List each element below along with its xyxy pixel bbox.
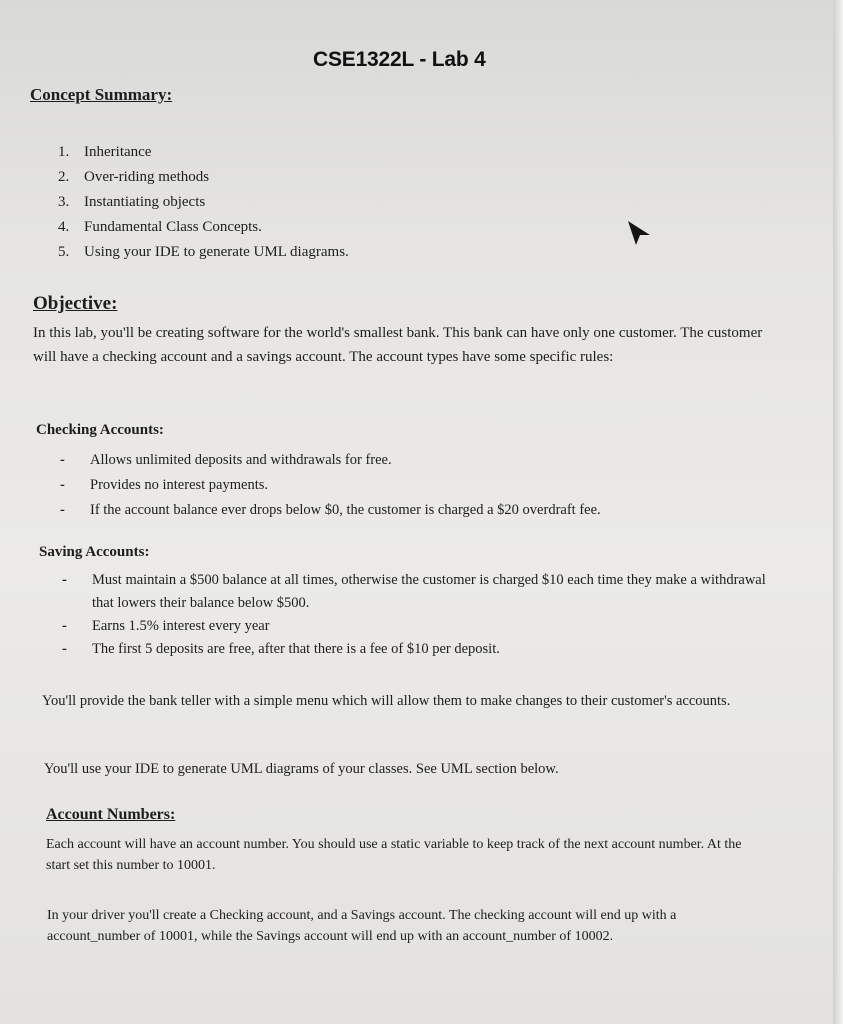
concept-list [58, 140, 349, 265]
checking-heading: Checking Accounts: [36, 422, 164, 438]
account-numbers-heading: Account Numbers: [46, 806, 176, 823]
page-title: CSE1322L - Lab 4 [313, 48, 486, 71]
saving-heading: Saving Accounts: [39, 544, 150, 560]
concept-summary-heading: Concept Summary: [30, 85, 173, 104]
account-numbers-paragraph-1: Each account will have an account number. You should use a static variable to keep track of the next account number. At the start set this number to 10001. [46, 837, 742, 873]
objective-heading: Objective: [33, 293, 118, 314]
list-item: 1. Inheritance [58, 144, 152, 160]
saving-rules [62, 569, 782, 661]
list-item: 5. Using your IDE to generate UML diagrams. [58, 244, 349, 260]
list-item: - If the account balance ever drops below $0, the customer is charged a $20 overdraft fee. [60, 498, 780, 523]
objective-text: In this lab, you'll be creating software for the world's smallest bank. This bank can have only one customer. The customer will have a checking account and a savings account. The account types have some specific rules: [33, 325, 763, 365]
list-item: - Allows unlimited deposits and withdrawals for free. [60, 448, 780, 473]
list-item: 3. Instantiating objects [58, 194, 206, 210]
page-edge [833, 0, 843, 1024]
list-item: - Provides no interest payments. [60, 473, 780, 498]
list-item: - Must maintain a $500 balance at all times, otherwise the customer is charged $10 each time they make a withdrawal that lowers their balance below $500. [62, 569, 782, 615]
list-item: 2. Over-riding methods [58, 169, 210, 185]
list-item: - Earns 1.5% interest every year [62, 615, 782, 638]
menu-paragraph: You'll provide the bank teller with a simple menu which will allow them to make changes to their customer's accounts. [42, 693, 731, 709]
list-item: - The first 5 deposits are free, after that there is a fee of $10 per deposit. [62, 638, 782, 661]
uml-paragraph: You'll use your IDE to generate UML diagrams of your classes. See UML section below. [44, 761, 559, 777]
mouse-pointer-icon [626, 219, 652, 247]
list-item: 4. Fundamental Class Concepts. [58, 219, 262, 235]
account-numbers-paragraph-2: In your driver you'll create a Checking account, and a Savings account. The checking account will end up with a account_number of 10001, while the Savings account will end up with an account_number of 10002. [47, 908, 677, 944]
checking-rules [60, 448, 780, 523]
